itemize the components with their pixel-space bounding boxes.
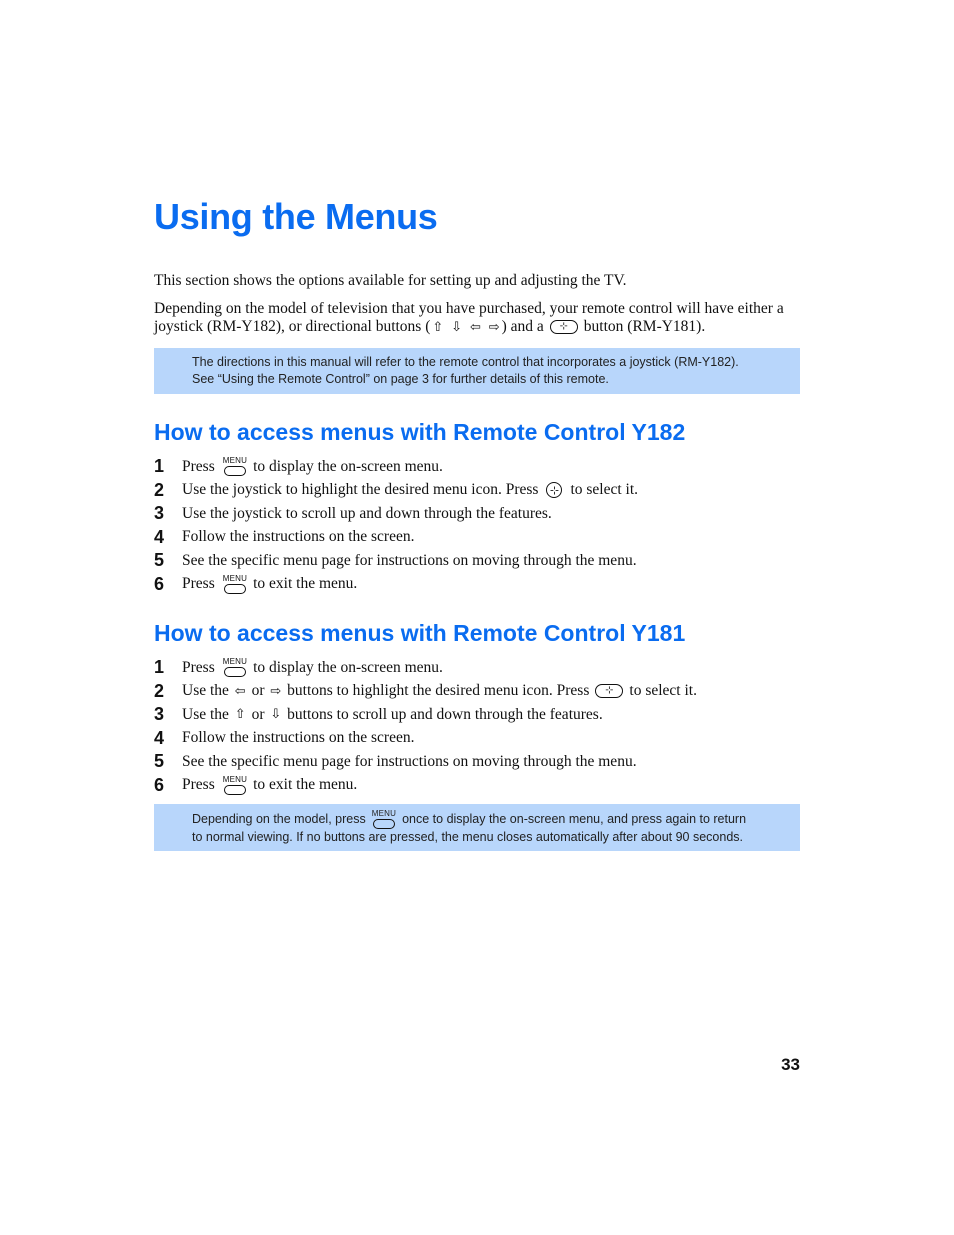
- list-item: [154, 703, 697, 727]
- menu-icon-oval: [224, 667, 246, 677]
- down-arrow-icon: ⇩: [270, 707, 282, 723]
- menu-button-icon: [223, 776, 247, 795]
- step-number: 1: [154, 456, 165, 477]
- list-item: [154, 680, 697, 704]
- section-heading-y181: How to access menus with Remote Control Y181: [154, 620, 686, 646]
- step-text: Use the: [182, 682, 229, 700]
- step-number: 4: [154, 526, 165, 547]
- step-text: Use the: [182, 705, 229, 723]
- menu-button-icon: [372, 810, 396, 829]
- note-2-text-b: once to display the on-screen menu, and press again to return: [402, 812, 747, 826]
- menu-button-icon: [223, 457, 247, 476]
- page-title: Using the Menus: [154, 196, 438, 237]
- note-2-line-2: to normal viewing. If no buttons are pressed, the menu closes automatically after about 90 seconds.: [192, 830, 744, 844]
- intro-paragraph-2: [154, 300, 804, 337]
- step-number: 2: [154, 479, 165, 500]
- step-number: 5: [154, 550, 165, 571]
- menu-icon-label: MENU: [222, 657, 248, 667]
- step-number: 2: [154, 680, 165, 701]
- step-number: 4: [154, 727, 165, 748]
- menu-icon-label: MENU: [222, 456, 248, 466]
- menu-icon-oval: [224, 785, 246, 795]
- intro-text-a: Depending on the model of television that you have purchased, your remote control will have either a joystick (RM-Y182), or directional buttons (: [154, 300, 784, 335]
- down-arrow-icon: ⇩: [451, 320, 463, 335]
- step-text: or: [251, 705, 265, 723]
- up-arrow-icon: ⇧: [432, 320, 444, 335]
- menu-icon-oval: [373, 819, 395, 829]
- list-item: [154, 549, 638, 573]
- step-text: to select it.: [629, 682, 697, 700]
- step-number: 5: [154, 751, 165, 772]
- menu-button-icon: [223, 658, 247, 677]
- step-text: to display the on-screen menu.: [253, 658, 443, 676]
- note-1-line-2: See “Using the Remote Control” on page 3 for further details of this remote.: [192, 372, 609, 386]
- step-text: to exit the menu.: [253, 575, 358, 593]
- step-text: Use the joystick to highlight the desired menu icon. Press: [182, 481, 539, 499]
- steps-list-y181: [154, 656, 697, 797]
- steps-list-y182: [154, 455, 638, 596]
- step-text: buttons to highlight the desired menu icon. Press: [287, 682, 590, 700]
- note-box-1: [154, 348, 800, 394]
- section-heading-y182: How to access menus with Remote Control Y182: [154, 419, 686, 445]
- menu-button-icon: [223, 575, 247, 594]
- step-number: 1: [154, 657, 165, 678]
- note-2-text-a: Depending on the model, press: [192, 812, 366, 826]
- page-number: 33: [781, 1055, 800, 1074]
- intro-text-b: ) and a: [501, 318, 544, 335]
- list-item: [154, 455, 638, 479]
- list-item: [154, 656, 697, 680]
- note-2-line-1: [192, 810, 790, 829]
- list-item: [154, 526, 638, 550]
- note-1-line-1: The directions in this manual will refer to the remote control that incorporates a joystick (RM-Y182).: [192, 355, 739, 369]
- step-text: to select it.: [570, 481, 639, 499]
- step-number: 6: [154, 573, 165, 594]
- step-text: Follow the instructions on the screen.: [182, 729, 415, 747]
- menu-icon-label: MENU: [222, 573, 248, 583]
- right-arrow-icon: ⇨: [488, 320, 500, 335]
- list-item: [154, 727, 697, 751]
- right-arrow-icon: ⇨: [270, 683, 282, 699]
- list-item: [154, 502, 638, 526]
- menu-icon-label: MENU: [371, 809, 397, 818]
- up-arrow-icon: ⇧: [234, 707, 246, 723]
- intro-text-c: button (RM-Y181).: [583, 318, 706, 335]
- select-button-icon: ⊹: [595, 684, 623, 698]
- step-text: buttons to scroll up and down through the features.: [287, 705, 603, 723]
- intro-paragraph-1: This section shows the options available for setting up and adjusting the TV.: [154, 272, 627, 289]
- step-text: See the specific menu page for instructions on moving through the menu.: [182, 752, 637, 770]
- list-item: [154, 479, 638, 503]
- left-arrow-icon: ⇦: [469, 320, 481, 335]
- step-number: 3: [154, 704, 165, 725]
- step-text: Follow the instructions on the screen.: [182, 528, 415, 546]
- step-number: 6: [154, 774, 165, 795]
- step-text: to exit the menu.: [253, 776, 358, 794]
- list-item: [154, 750, 697, 774]
- select-button-icon: ⊹: [550, 320, 578, 334]
- step-text: Use the joystick to scroll up and down through the features.: [182, 504, 552, 522]
- step-text: See the specific menu page for instructions on moving through the menu.: [182, 551, 637, 569]
- step-text: Press: [182, 776, 215, 794]
- menu-icon-label: MENU: [222, 774, 248, 784]
- step-text: Press: [182, 658, 215, 676]
- select-button-icon: ⊹: [546, 482, 562, 498]
- step-text: or: [251, 682, 265, 700]
- list-item: [154, 774, 697, 798]
- step-number: 3: [154, 503, 165, 524]
- menu-icon-oval: [224, 584, 246, 594]
- menu-icon-oval: [224, 466, 246, 476]
- left-arrow-icon: ⇦: [234, 683, 246, 699]
- step-text: to display the on-screen menu.: [253, 457, 443, 475]
- step-text: Press: [182, 457, 215, 475]
- step-text: Press: [182, 575, 215, 593]
- note-box-2: [154, 804, 800, 851]
- list-item: [154, 573, 638, 597]
